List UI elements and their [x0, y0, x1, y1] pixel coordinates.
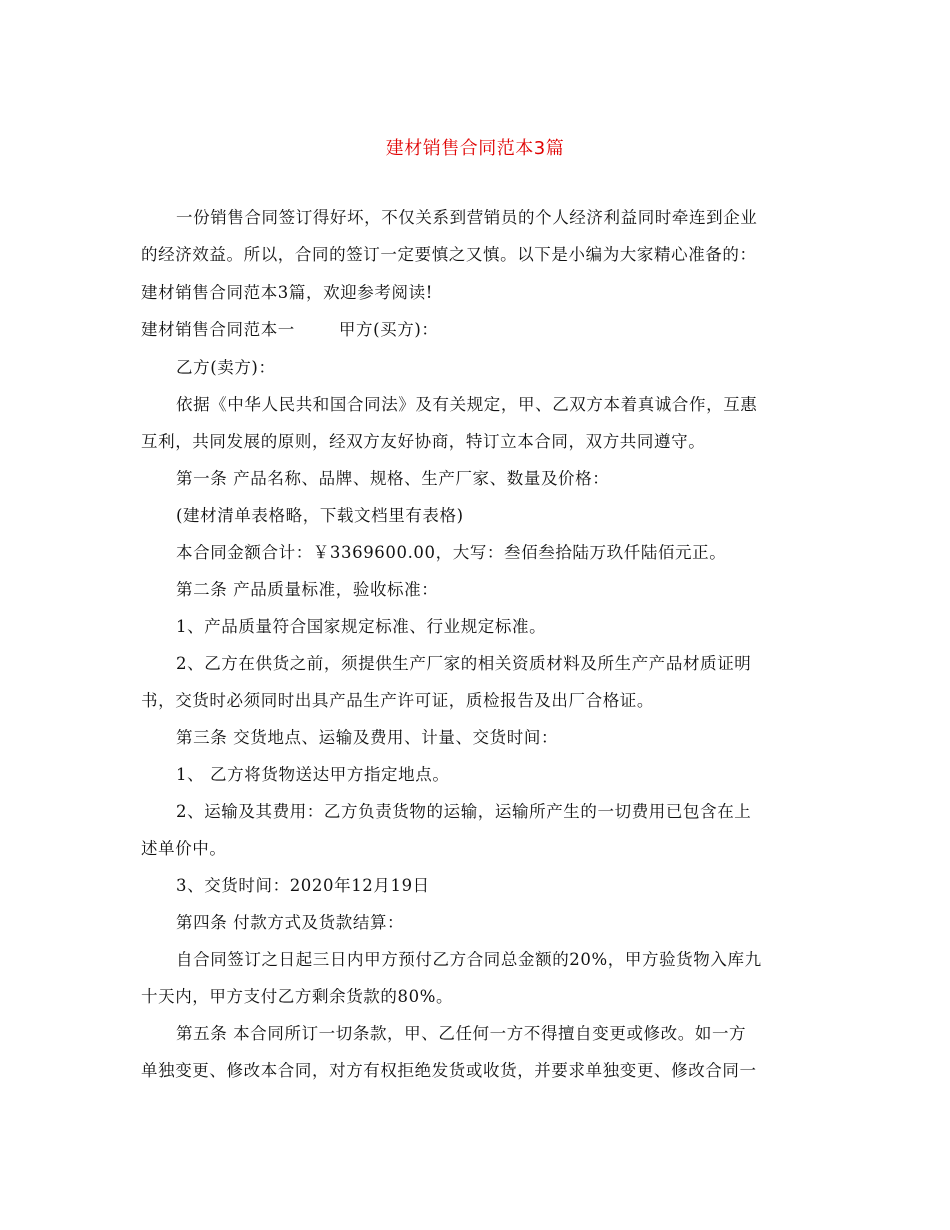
contract-amount-line: 本合同金额合计：￥3369600.00，大写：叁佰叁拾陆万玖仟陆佰元正。	[176, 543, 727, 562]
paragraph-line: 书，交货时必须同时出具产品生产许可证，质检报告及出厂合格证。	[141, 691, 654, 710]
document-title: 建材销售合同范本3篇	[385, 138, 565, 159]
paragraph-line: 1、 乙方将货物送达甲方指定地点。	[176, 765, 450, 784]
clause-heading: 第四条 付款方式及货款结算：	[176, 913, 405, 932]
clause-heading: 第二条 产品质量标准，验收标准：	[176, 580, 439, 599]
paragraph-line: 1、产品质量符合国家规定标准、行业规定标准。	[176, 617, 547, 636]
paragraph-line: 一份销售合同签订得好坏，不仅关系到营销员的个人经济利益同时牵连到企业	[176, 208, 758, 227]
clause-heading: 第三条 交货地点、运输及费用、计量、交货时间：	[176, 728, 559, 747]
paragraph-line: 述单价中。	[141, 839, 227, 858]
paragraph-line: 依据《中华人民共和国合同法》及有关规定，甲、乙双方本着真诚合作，互惠	[176, 395, 758, 414]
section-heading-line	[141, 320, 438, 340]
paragraph-line: 的经济效益。所以，合同的签订一定要慎之又慎。以下是小编为大家精心准备的：	[141, 245, 757, 264]
section-heading: 建材销售合同范本一	[141, 320, 295, 339]
paragraph-line: 2、运输及其费用：乙方负责货物的运输，运输所产生的一切费用已包含在上	[176, 802, 752, 821]
paragraph-line: (建材清单表格略，下载文档里有表格)	[176, 506, 464, 525]
paragraph-line: 自合同签订之日起三日内甲方预付乙方合同总金额的20%，甲方验货物入库九	[176, 950, 762, 969]
paragraph-line: 单独变更、修改本合同，对方有权拒绝发货或收货，并要求单独变更、修改合同一	[141, 1061, 757, 1080]
paragraph-line: 2、乙方在供货之前，须提供生产厂家的相关资质材料及所生产产品材质证明	[176, 654, 752, 673]
clause-heading: 第一条 产品名称、品牌、规格、生产厂家、数量及价格：	[176, 469, 610, 488]
party-b-label: 乙方(卖方)：	[176, 358, 276, 377]
paragraph-line: 建材销售合同范本3篇，欢迎参考阅读!	[141, 283, 433, 302]
paragraph-line: 第五条 本合同所订一切条款，甲、乙任何一方不得擅自变更或修改。如一方	[176, 1024, 747, 1043]
paragraph-line: 十天内，甲方支付乙方剩余货款的80%。	[141, 987, 454, 1006]
party-a-label: 甲方(买方)：	[338, 320, 439, 339]
delivery-date-line: 3、交货时间：2020年12月19日	[176, 876, 430, 895]
paragraph-line: 互利，共同发展的原则，经双方友好协商，特订立本合同，双方共同遵守。	[141, 432, 706, 451]
